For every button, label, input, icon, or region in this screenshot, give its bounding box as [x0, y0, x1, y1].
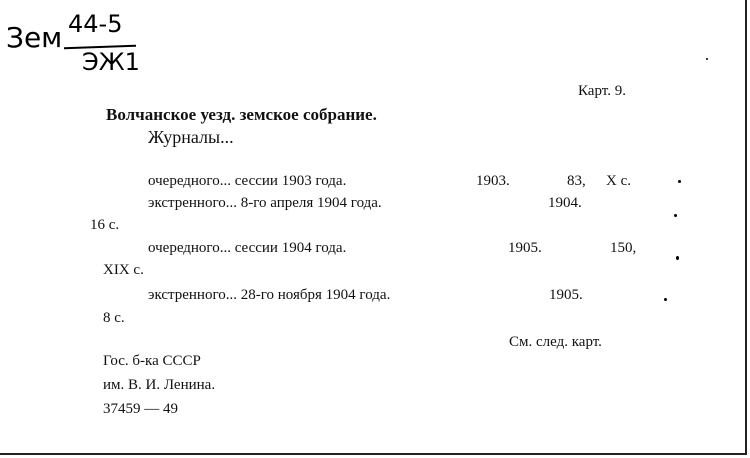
scan-speck — [674, 214, 677, 217]
card-number: Карт. 9. — [578, 83, 626, 99]
library-code: 37459 — 49 — [103, 401, 178, 417]
entry-1-text: очередного... сессии 1903 года. — [148, 173, 347, 189]
scan-speck — [678, 180, 681, 183]
scan-speck — [676, 256, 679, 260]
entry-2-cont: 16 с. — [90, 217, 120, 233]
handwritten-numerator: 44-5 — [68, 10, 123, 38]
entry-2-year: 1904. — [548, 195, 582, 211]
scan-speck — [664, 298, 667, 301]
handwritten-prefix: Зем — [6, 21, 63, 54]
entry-1-pages: 83, — [567, 173, 586, 189]
entry-4-year: 1905. — [549, 287, 583, 303]
card-title: Волчанское уезд. земское собрание. — [106, 105, 377, 124]
handwritten-denominator: ЭЖ1 — [82, 48, 140, 76]
entry-3-text: очередного... сессии 1904 года. — [148, 240, 347, 256]
card-subtitle: Журналы... — [148, 127, 234, 147]
entry-2-text: экстренного... 8-го апреля 1904 года. — [148, 195, 382, 211]
entry-1-extra: X с. — [606, 173, 631, 189]
entry-3-pages: 150, — [610, 240, 637, 256]
scan-speck — [706, 58, 708, 60]
see-next-card: См. след. карт. — [509, 334, 602, 350]
library-line-1: Гос. б-ка СССР — [103, 353, 201, 369]
library-line-2: им. В. И. Ленина. — [103, 377, 216, 393]
entry-1-year: 1903. — [476, 173, 510, 189]
entry-4-cont: 8 с. — [103, 310, 125, 326]
entry-3-cont: XIX с. — [103, 262, 144, 278]
entry-3-year: 1905. — [508, 240, 542, 256]
entry-4-text: экстренного... 28-го ноября 1904 года. — [148, 287, 391, 303]
